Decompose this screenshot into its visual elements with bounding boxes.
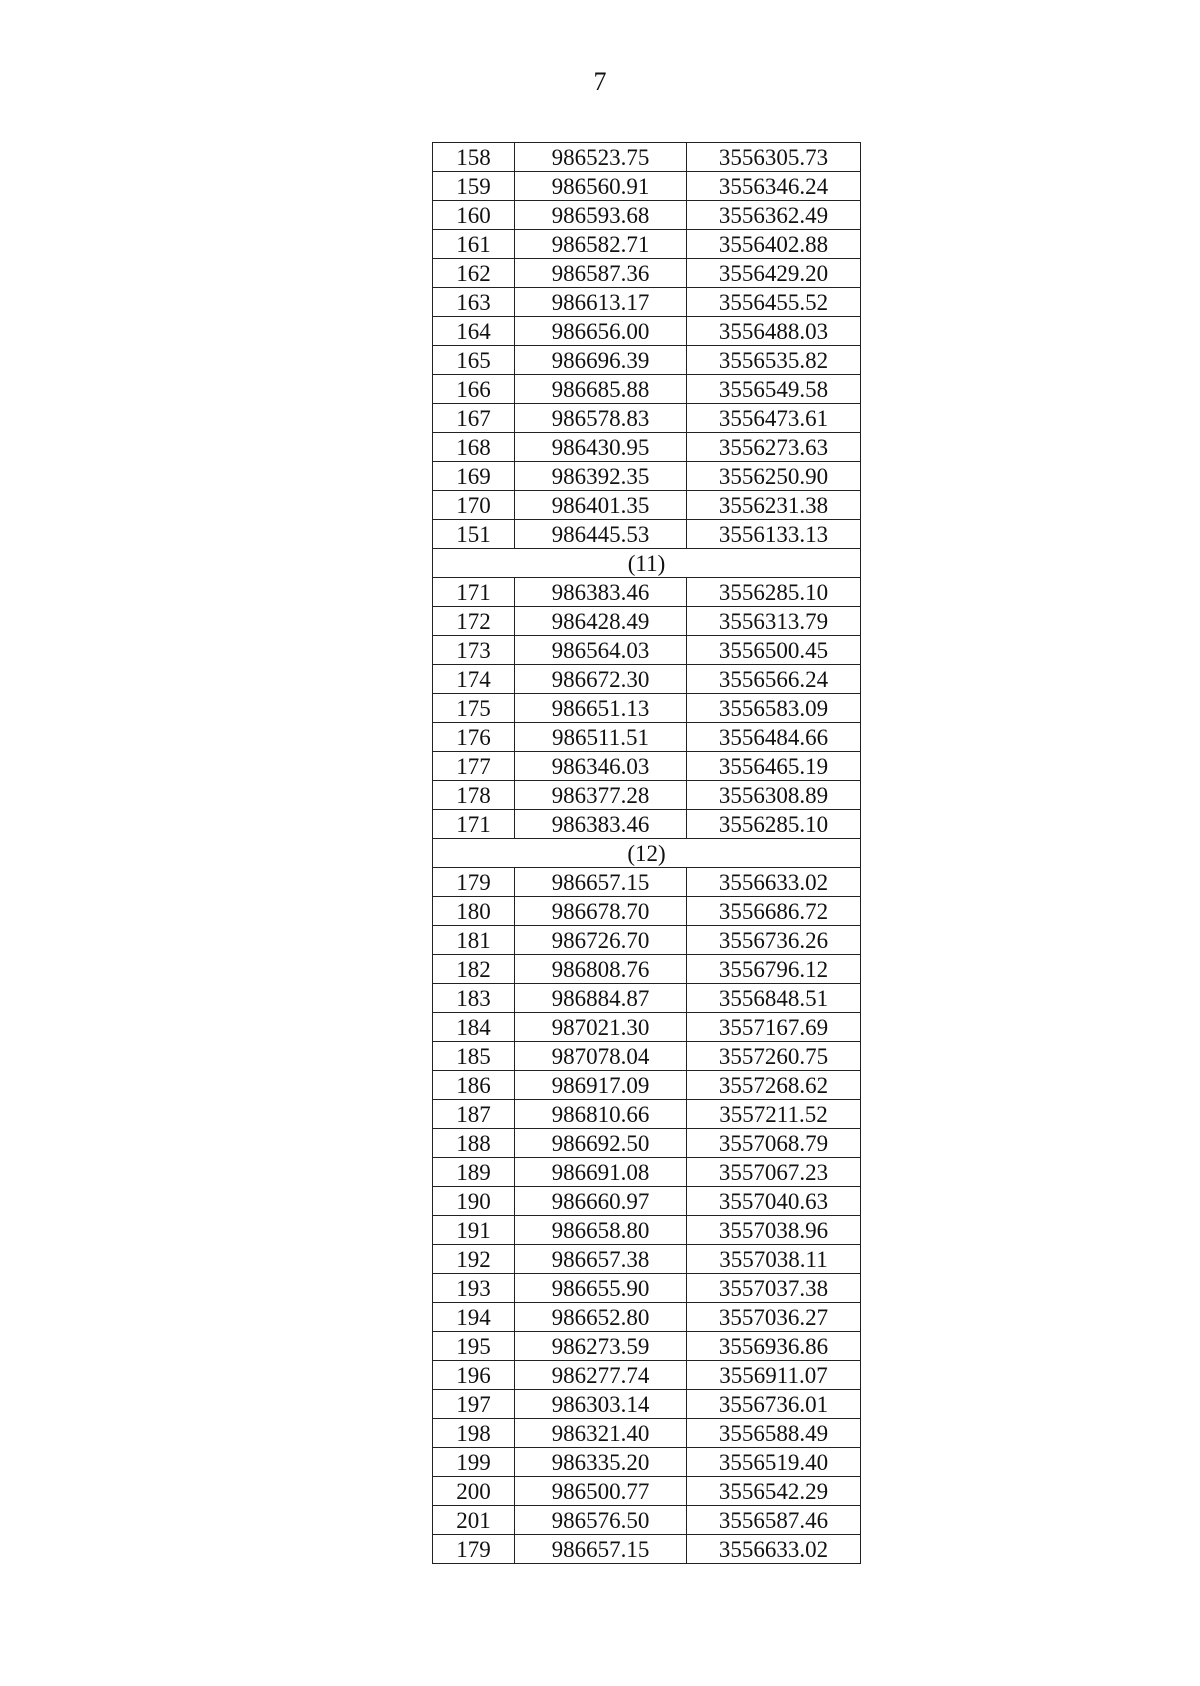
- point-number-cell: 174: [433, 665, 515, 694]
- table-row: [433, 1013, 861, 1042]
- x-coordinate-cell: 986726.70: [515, 926, 687, 955]
- x-coordinate-cell: 986303.14: [515, 1390, 687, 1419]
- x-coordinate-cell: 986346.03: [515, 752, 687, 781]
- y-coordinate-cell: 3556429.20: [687, 259, 861, 288]
- table-row: [433, 172, 861, 201]
- x-coordinate-cell: 986335.20: [515, 1448, 687, 1477]
- point-number-cell: 185: [433, 1042, 515, 1071]
- x-coordinate-cell: 986696.39: [515, 346, 687, 375]
- point-number-cell: 192: [433, 1245, 515, 1274]
- x-coordinate-cell: 986655.90: [515, 1274, 687, 1303]
- table-row: [433, 1361, 861, 1390]
- point-number-cell: 167: [433, 404, 515, 433]
- point-number-cell: 201: [433, 1506, 515, 1535]
- table-row: [433, 1419, 861, 1448]
- point-number-cell: 200: [433, 1477, 515, 1506]
- point-number-cell: 168: [433, 433, 515, 462]
- point-number-cell: 189: [433, 1158, 515, 1187]
- table-row: [433, 1187, 861, 1216]
- y-coordinate-cell: 3556566.24: [687, 665, 861, 694]
- point-number-cell: 172: [433, 607, 515, 636]
- x-coordinate-cell: 986564.03: [515, 636, 687, 665]
- x-coordinate-cell: 986678.70: [515, 897, 687, 926]
- point-number-cell: 175: [433, 694, 515, 723]
- point-number-cell: 180: [433, 897, 515, 926]
- y-coordinate-cell: 3556484.66: [687, 723, 861, 752]
- y-coordinate-cell: 3557211.52: [687, 1100, 861, 1129]
- x-coordinate-cell: 986656.00: [515, 317, 687, 346]
- x-coordinate-cell: 986657.15: [515, 1535, 687, 1564]
- table-row: [433, 636, 861, 665]
- y-coordinate-cell: 3556588.49: [687, 1419, 861, 1448]
- y-coordinate-cell: 3557068.79: [687, 1129, 861, 1158]
- table-row: [433, 1477, 861, 1506]
- y-coordinate-cell: 3556848.51: [687, 984, 861, 1013]
- table-row: [433, 317, 861, 346]
- point-number-cell: 183: [433, 984, 515, 1013]
- x-coordinate-cell: 986692.50: [515, 1129, 687, 1158]
- y-coordinate-cell: 3556465.19: [687, 752, 861, 781]
- table-row: [433, 491, 861, 520]
- point-number-cell: 177: [433, 752, 515, 781]
- x-coordinate-cell: 986808.76: [515, 955, 687, 984]
- point-number-cell: 199: [433, 1448, 515, 1477]
- x-coordinate-cell: 986445.53: [515, 520, 687, 549]
- point-number-cell: 193: [433, 1274, 515, 1303]
- coordinates-table-body: [433, 143, 861, 1564]
- x-coordinate-cell: 986917.09: [515, 1071, 687, 1100]
- x-coordinate-cell: 986576.50: [515, 1506, 687, 1535]
- x-coordinate-cell: 986672.30: [515, 665, 687, 694]
- y-coordinate-cell: 3557038.11: [687, 1245, 861, 1274]
- y-coordinate-cell: 3556305.73: [687, 143, 861, 172]
- table-row: [433, 781, 861, 810]
- point-number-cell: 159: [433, 172, 515, 201]
- y-coordinate-cell: 3556133.13: [687, 520, 861, 549]
- table-row: [433, 1245, 861, 1274]
- point-number-cell: 179: [433, 868, 515, 897]
- table-row: [433, 201, 861, 230]
- x-coordinate-cell: 986523.75: [515, 143, 687, 172]
- point-number-cell: 166: [433, 375, 515, 404]
- y-coordinate-cell: 3556736.26: [687, 926, 861, 955]
- x-coordinate-cell: 986691.08: [515, 1158, 687, 1187]
- point-number-cell: 169: [433, 462, 515, 491]
- table-row: [433, 1129, 861, 1158]
- y-coordinate-cell: 3557038.96: [687, 1216, 861, 1245]
- y-coordinate-cell: 3556936.86: [687, 1332, 861, 1361]
- point-number-cell: 151: [433, 520, 515, 549]
- point-number-cell: 173: [433, 636, 515, 665]
- table-row: [433, 1216, 861, 1245]
- table-row: [433, 404, 861, 433]
- y-coordinate-cell: 3557167.69: [687, 1013, 861, 1042]
- table-row: [433, 1303, 861, 1332]
- point-number-cell: 190: [433, 1187, 515, 1216]
- y-coordinate-cell: 3556633.02: [687, 868, 861, 897]
- point-number-cell: 198: [433, 1419, 515, 1448]
- table-row: [433, 955, 861, 984]
- table-row: [433, 723, 861, 752]
- y-coordinate-cell: 3556587.46: [687, 1506, 861, 1535]
- y-coordinate-cell: 3556519.40: [687, 1448, 861, 1477]
- table-row: [433, 288, 861, 317]
- point-number-cell: 163: [433, 288, 515, 317]
- y-coordinate-cell: 3556313.79: [687, 607, 861, 636]
- page-number: 7: [593, 67, 607, 96]
- y-coordinate-cell: 3556473.61: [687, 404, 861, 433]
- section-header-row: [433, 549, 861, 578]
- point-number-cell: 164: [433, 317, 515, 346]
- y-coordinate-cell: 3556285.10: [687, 578, 861, 607]
- point-number-cell: 188: [433, 1129, 515, 1158]
- x-coordinate-cell: 986657.38: [515, 1245, 687, 1274]
- table-row: [433, 1100, 861, 1129]
- table-row: [433, 462, 861, 491]
- y-coordinate-cell: 3557067.23: [687, 1158, 861, 1187]
- x-coordinate-cell: 986657.15: [515, 868, 687, 897]
- x-coordinate-cell: 986685.88: [515, 375, 687, 404]
- table-row: [433, 868, 861, 897]
- point-number-cell: 195: [433, 1332, 515, 1361]
- y-coordinate-cell: 3556583.09: [687, 694, 861, 723]
- point-number-cell: 171: [433, 810, 515, 839]
- point-number-cell: 170: [433, 491, 515, 520]
- x-coordinate-cell: 986277.74: [515, 1361, 687, 1390]
- y-coordinate-cell: 3556911.07: [687, 1361, 861, 1390]
- x-coordinate-cell: 986582.71: [515, 230, 687, 259]
- table-row: [433, 375, 861, 404]
- x-coordinate-cell: 986613.17: [515, 288, 687, 317]
- y-coordinate-cell: 3557260.75: [687, 1042, 861, 1071]
- table-row: [433, 578, 861, 607]
- section-header-row: [433, 839, 861, 868]
- section-label: (12): [433, 839, 861, 868]
- y-coordinate-cell: 3556500.45: [687, 636, 861, 665]
- table-row: [433, 1332, 861, 1361]
- table-row: [433, 984, 861, 1013]
- y-coordinate-cell: 3556308.89: [687, 781, 861, 810]
- table-row: [433, 1506, 861, 1535]
- x-coordinate-cell: 986392.35: [515, 462, 687, 491]
- point-number-cell: 182: [433, 955, 515, 984]
- y-coordinate-cell: 3556535.82: [687, 346, 861, 375]
- section-label: (11): [433, 549, 861, 578]
- point-number-cell: 179: [433, 1535, 515, 1564]
- x-coordinate-cell: 986810.66: [515, 1100, 687, 1129]
- y-coordinate-cell: 3556488.03: [687, 317, 861, 346]
- point-number-cell: 171: [433, 578, 515, 607]
- x-coordinate-cell: 986500.77: [515, 1477, 687, 1506]
- table-row: [433, 926, 861, 955]
- x-coordinate-cell: 986658.80: [515, 1216, 687, 1245]
- table-row: [433, 1274, 861, 1303]
- y-coordinate-cell: 3556285.10: [687, 810, 861, 839]
- table-row: [433, 433, 861, 462]
- point-number-cell: 158: [433, 143, 515, 172]
- y-coordinate-cell: 3556455.52: [687, 288, 861, 317]
- y-coordinate-cell: 3556542.29: [687, 1477, 861, 1506]
- point-number-cell: 191: [433, 1216, 515, 1245]
- y-coordinate-cell: 3556273.63: [687, 433, 861, 462]
- y-coordinate-cell: 3557036.27: [687, 1303, 861, 1332]
- point-number-cell: 187: [433, 1100, 515, 1129]
- table-row: [433, 752, 861, 781]
- x-coordinate-cell: 986273.59: [515, 1332, 687, 1361]
- table-row: [433, 694, 861, 723]
- point-number-cell: 181: [433, 926, 515, 955]
- y-coordinate-cell: 3557037.38: [687, 1274, 861, 1303]
- y-coordinate-cell: 3556231.38: [687, 491, 861, 520]
- table-row: [433, 665, 861, 694]
- x-coordinate-cell: 986383.46: [515, 810, 687, 839]
- x-coordinate-cell: 986651.13: [515, 694, 687, 723]
- table-row: [433, 1158, 861, 1187]
- x-coordinate-cell: 986321.40: [515, 1419, 687, 1448]
- point-number-cell: 161: [433, 230, 515, 259]
- coordinates-table: [432, 142, 861, 1564]
- point-number-cell: 162: [433, 259, 515, 288]
- y-coordinate-cell: 3556346.24: [687, 172, 861, 201]
- x-coordinate-cell: 986884.87: [515, 984, 687, 1013]
- y-coordinate-cell: 3556796.12: [687, 955, 861, 984]
- point-number-cell: 160: [433, 201, 515, 230]
- table-row: [433, 346, 861, 375]
- y-coordinate-cell: 3557268.62: [687, 1071, 861, 1100]
- x-coordinate-cell: 986511.51: [515, 723, 687, 752]
- point-number-cell: 184: [433, 1013, 515, 1042]
- x-coordinate-cell: 986430.95: [515, 433, 687, 462]
- table-row: [433, 1071, 861, 1100]
- x-coordinate-cell: 986660.97: [515, 1187, 687, 1216]
- table-row: [433, 520, 861, 549]
- table-row: [433, 1448, 861, 1477]
- table-row: [433, 1042, 861, 1071]
- y-coordinate-cell: 3556402.88: [687, 230, 861, 259]
- table-row: [433, 1390, 861, 1419]
- point-number-cell: 194: [433, 1303, 515, 1332]
- y-coordinate-cell: 3556362.49: [687, 201, 861, 230]
- x-coordinate-cell: 986383.46: [515, 578, 687, 607]
- table-row: [433, 143, 861, 172]
- y-coordinate-cell: 3556633.02: [687, 1535, 861, 1564]
- x-coordinate-cell: 987078.04: [515, 1042, 687, 1071]
- point-number-cell: 165: [433, 346, 515, 375]
- y-coordinate-cell: 3556736.01: [687, 1390, 861, 1419]
- table-row: [433, 1535, 861, 1564]
- y-coordinate-cell: 3556549.58: [687, 375, 861, 404]
- y-coordinate-cell: 3556686.72: [687, 897, 861, 926]
- table-row: [433, 897, 861, 926]
- x-coordinate-cell: 987021.30: [515, 1013, 687, 1042]
- table-row: [433, 607, 861, 636]
- x-coordinate-cell: 986593.68: [515, 201, 687, 230]
- point-number-cell: 178: [433, 781, 515, 810]
- point-number-cell: 197: [433, 1390, 515, 1419]
- x-coordinate-cell: 986578.83: [515, 404, 687, 433]
- point-number-cell: 186: [433, 1071, 515, 1100]
- point-number-cell: 196: [433, 1361, 515, 1390]
- table-row: [433, 259, 861, 288]
- table-row: [433, 810, 861, 839]
- x-coordinate-cell: 986587.36: [515, 259, 687, 288]
- point-number-cell: 176: [433, 723, 515, 752]
- x-coordinate-cell: 986401.35: [515, 491, 687, 520]
- y-coordinate-cell: 3557040.63: [687, 1187, 861, 1216]
- x-coordinate-cell: 986560.91: [515, 172, 687, 201]
- x-coordinate-cell: 986377.28: [515, 781, 687, 810]
- x-coordinate-cell: 986428.49: [515, 607, 687, 636]
- table-row: [433, 230, 861, 259]
- x-coordinate-cell: 986652.80: [515, 1303, 687, 1332]
- y-coordinate-cell: 3556250.90: [687, 462, 861, 491]
